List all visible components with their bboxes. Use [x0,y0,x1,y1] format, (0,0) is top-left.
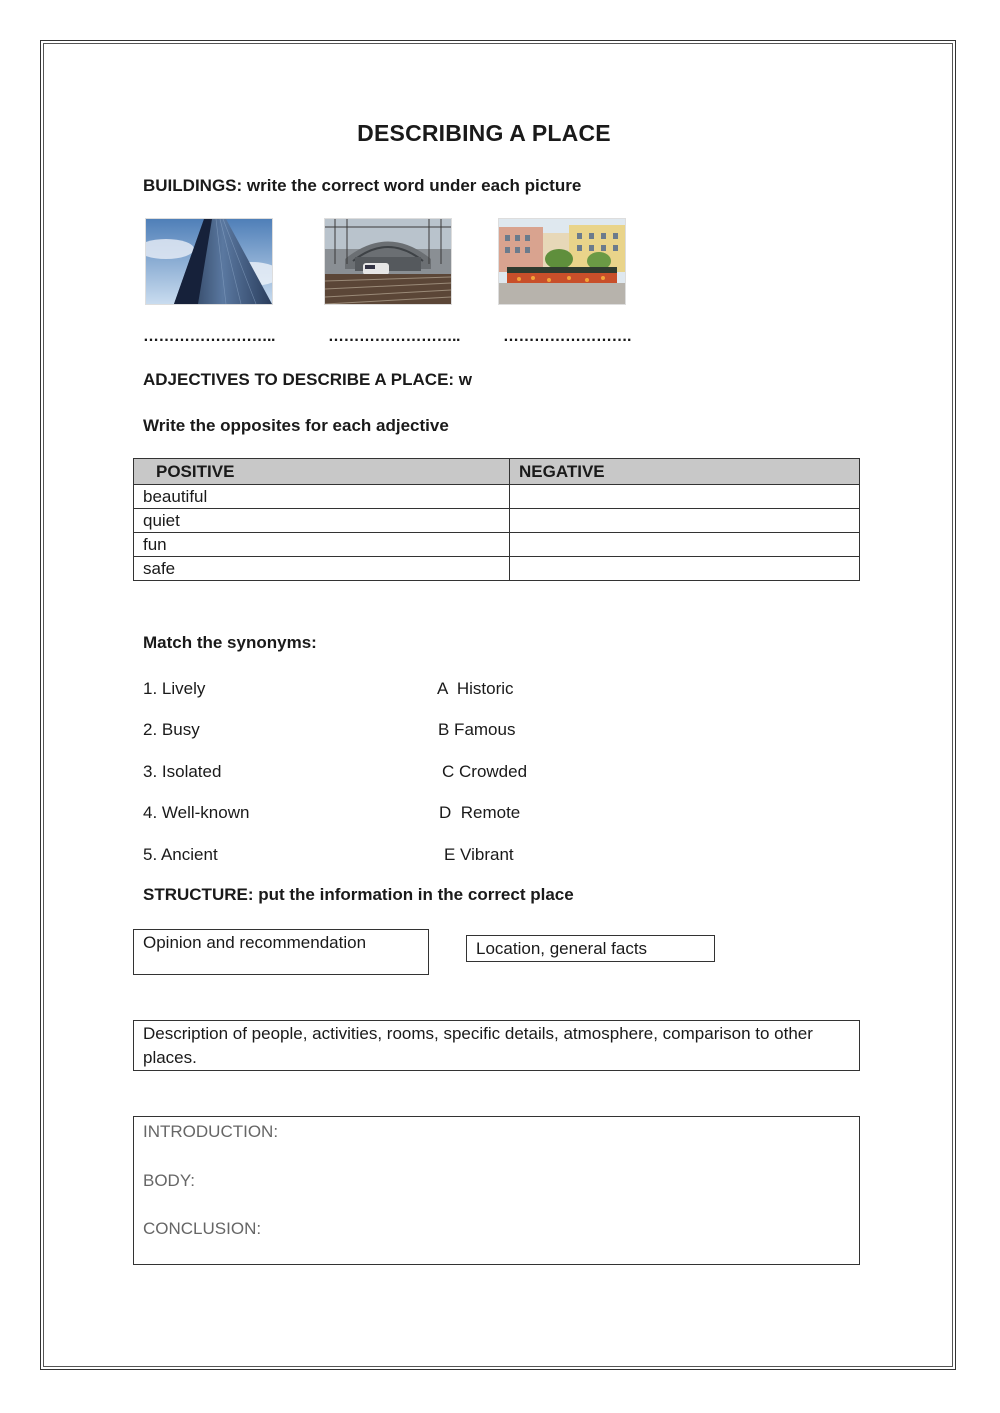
outline-conclusion: CONCLUSION: [143,1219,262,1238]
synonym-right-item: B Famous [438,720,516,739]
skyscraper-image [145,218,273,305]
synonym-left-item: 1. Lively [143,679,206,698]
opposites-table [133,458,860,581]
negative-cell[interactable] [510,485,860,509]
blank-1[interactable]: …………………….. [143,328,275,345]
positive-cell: safe [134,557,510,581]
description-box[interactable] [133,1020,860,1071]
blank-3[interactable]: ……………………. [503,328,631,345]
positive-cell: fun [134,533,510,557]
page-title: DESCRIBING A PLACE [357,120,611,146]
column-header-positive: POSITIVE [134,459,510,485]
buildings-heading: BUILDINGS: write the correct word under each picture [143,176,582,195]
synonym-right-item: A Historic [437,679,514,698]
structure-heading: STRUCTURE: put the information in the correct place [143,885,574,904]
synonym-left-item: 2. Busy [143,720,200,739]
negative-cell[interactable] [510,533,860,557]
train-station-image [324,218,452,305]
synonym-right-item: D Remote [439,803,521,822]
positive-cell: beautiful [134,485,510,509]
location-box-text: Location, general facts [476,939,648,958]
outline-body: BODY: [143,1171,195,1190]
synonym-right-item: E Vibrant [444,845,514,864]
synonym-right-item: C Crowded [442,762,528,781]
table-header-row [134,459,860,485]
synonym-left-item: 3. Isolated [143,762,222,781]
outline-introduction: INTRODUCTION: [143,1122,279,1141]
negative-cell[interactable] [510,557,860,581]
table-row [134,509,860,533]
table-row [134,485,860,509]
column-header-negative: NEGATIVE [510,459,860,485]
adjectives-heading: ADJECTIVES TO DESCRIBE A PLACE: w [143,370,473,389]
adjectives-instruction: Write the opposites for each adjective [143,416,449,435]
opinion-box[interactable] [133,929,429,975]
synonyms-heading: Match the synonyms: [143,633,317,652]
negative-cell[interactable] [510,509,860,533]
blank-2[interactable]: …………………….. [328,328,460,345]
synonym-left-item: 4. Well-known [143,803,250,822]
table-row [134,533,860,557]
structure-outline-box[interactable] [133,1116,860,1265]
synonym-left-item: 5. Ancient [143,845,218,864]
table-row [134,557,860,581]
positive-cell: quiet [134,509,510,533]
description-box-text: Description of people, activities, rooms, specific details, atmosphere, comparison to other places. [143,1024,813,1067]
location-box[interactable] [466,935,715,962]
market-square-image [498,218,626,305]
opinion-box-text: Opinion and recommendation [143,933,367,952]
